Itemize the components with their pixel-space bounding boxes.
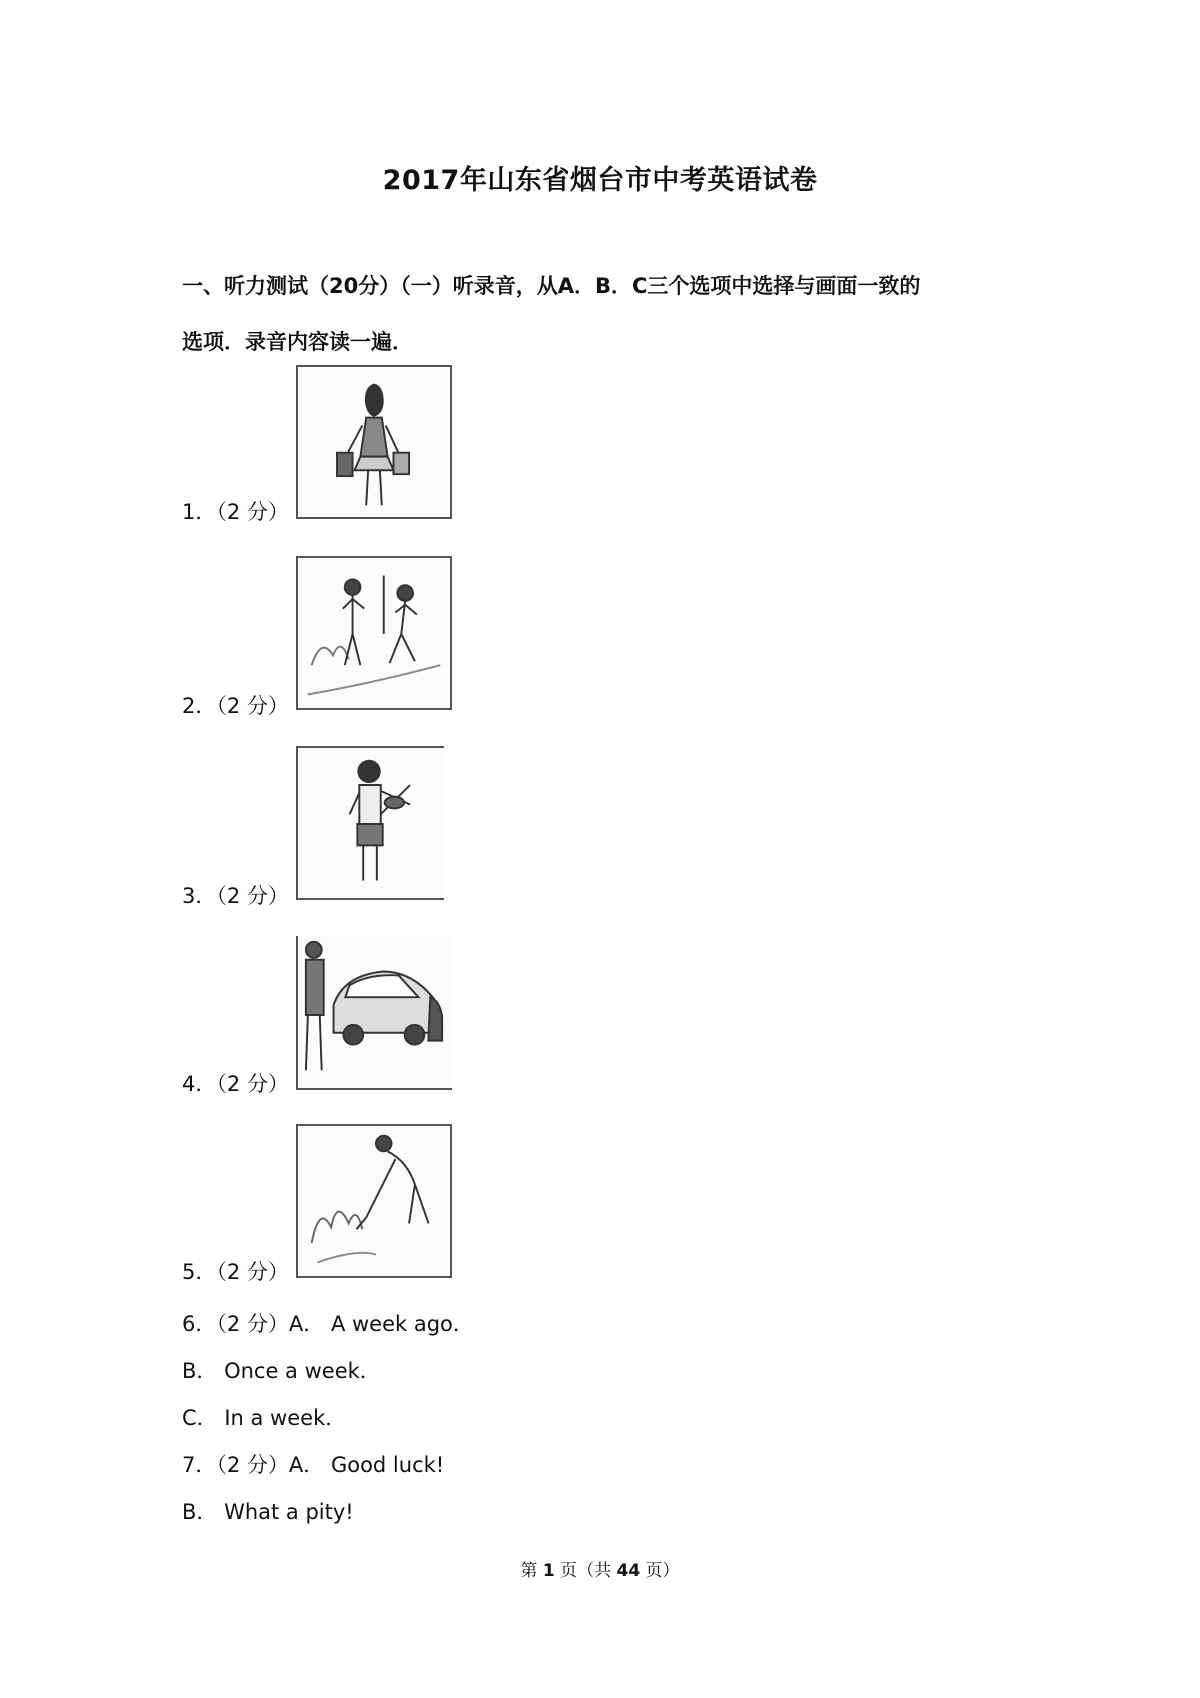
question-6-label: 6．（2 分） bbox=[182, 1312, 289, 1336]
footer-page-number: 1 bbox=[542, 1561, 555, 1581]
question-7-option-b: B． What a pity! bbox=[182, 1500, 354, 1524]
boy-playing-violin-illustration bbox=[296, 746, 444, 900]
person-gardening-drawing bbox=[298, 1126, 450, 1276]
two-people-hiking-drawing bbox=[298, 558, 450, 708]
people-washing-car-illustration bbox=[296, 936, 452, 1090]
question-3-label: 3．（2 分） bbox=[182, 884, 289, 908]
page-title: 2017年山东省烟台市中考英语试卷 bbox=[382, 165, 818, 196]
boy-playing-violin-drawing bbox=[298, 748, 444, 898]
girl-shopping-bags-illustration bbox=[296, 365, 452, 519]
people-washing-car-drawing bbox=[298, 936, 452, 1088]
question-4-label: 4．（2 分） bbox=[182, 1072, 289, 1096]
footer-middle: 页（共 bbox=[554, 1561, 617, 1581]
section-heading-line2: 选项．录音内容读一遍． bbox=[182, 330, 413, 354]
question-6-option-a: A． A week ago． bbox=[288, 1312, 474, 1336]
question-1-label: 1．（2 分） bbox=[182, 500, 289, 524]
two-people-hiking-illustration bbox=[296, 556, 452, 710]
question-7 bbox=[182, 1451, 444, 1479]
section-heading-line1: 一、听力测试（20分）（一）听录音，从A．B．C三个选项中选择与画面一致的 bbox=[182, 274, 921, 298]
question-6 bbox=[182, 1310, 474, 1338]
footer-prefix: 第 bbox=[520, 1561, 543, 1581]
question-6-option-c: C． In a week． bbox=[182, 1406, 347, 1430]
question-7-option-a: A． Good luck! bbox=[288, 1453, 445, 1477]
question-2-label: 2．（2 分） bbox=[182, 694, 289, 718]
section-heading bbox=[182, 258, 1042, 370]
footer-total-pages: 44 bbox=[616, 1561, 641, 1581]
question-6-option-b: B． Once a week． bbox=[182, 1359, 381, 1383]
girl-shopping-bags-drawing bbox=[298, 367, 450, 517]
person-gardening-illustration bbox=[296, 1124, 452, 1278]
question-7-label: 7．（2 分） bbox=[182, 1453, 289, 1477]
footer-suffix: 页） bbox=[640, 1561, 680, 1581]
page-footer bbox=[0, 1556, 1200, 1581]
question-5-label: 5．（2 分） bbox=[182, 1260, 289, 1284]
